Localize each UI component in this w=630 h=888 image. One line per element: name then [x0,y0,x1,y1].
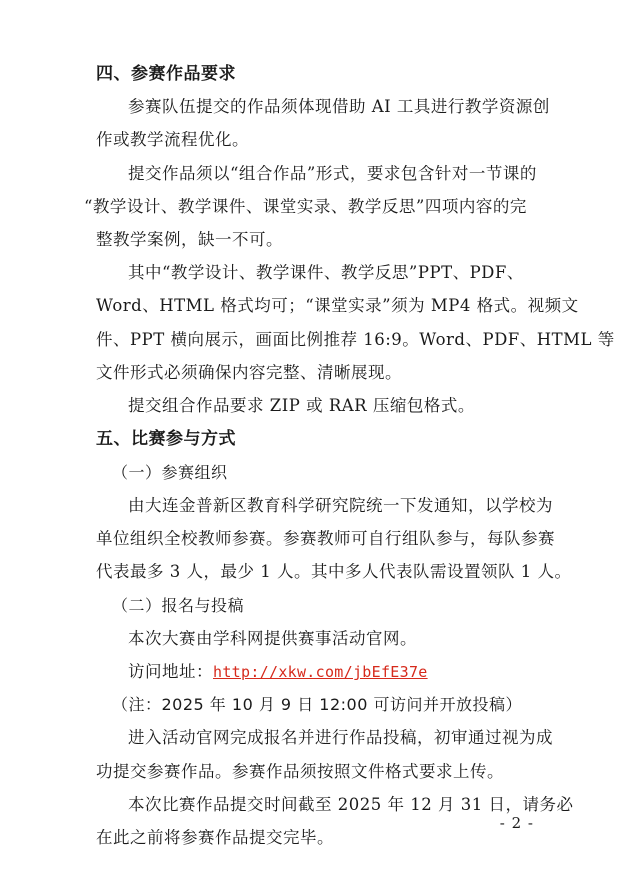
section-four-heading: 四、参赛作品要求 [96,64,236,84]
section-four-paragraph-3-line-4: 文件形式必须确保内容完整、清晰展现。 [96,363,402,382]
section-four-paragraph-1-line-1: 参赛队伍提交的作品须体现借助 AI 工具进行教学资源创 [128,97,550,116]
section-four-paragraph-1-line-2: 作或教学流程优化。 [96,130,249,149]
section-five-heading: 五、比赛参与方式 [96,429,236,449]
section-five-paragraph-4-line-1: 本次比赛作品提交时间截至 2025 年 12 月 31 日，请务必 [128,795,574,814]
visit-address-label: 访问地址： [128,662,213,681]
section-five-paragraph-1-line-3: 代表最多 3 人，最少 1 人。其中多人代表队需设置领队 1 人。 [96,562,572,581]
section-four-paragraph-2-line-3: 整教学案例，缺一不可。 [96,230,283,249]
section-four-paragraph-4-line-1: 提交组合作品要求 ZIP 或 RAR 压缩包格式。 [128,396,475,415]
page-number: - 2 - [499,814,534,832]
section-four-paragraph-2-line-1: 提交作品须以“组合作品”形式，要求包含针对一节课的 [128,164,537,183]
section-five-paragraph-3-line-2: 功提交参赛作品。参赛作品须按照文件格式要求上传。 [96,762,504,781]
section-four-paragraph-2-line-2: “教学设计、教学课件、课堂实录、教学反思”四项内容的完 [84,197,527,216]
section-five-subheading-2: （二）报名与投稿 [112,596,245,615]
section-four-paragraph-3-line-1: 其中“教学设计、教学课件、教学反思”PPT、PDF、 [128,263,524,282]
section-five-paragraph-4-line-2: 在此之前将参赛作品提交完毕。 [96,828,334,847]
section-five-subheading-1: （一）参赛组织 [112,463,228,482]
section-five-paragraph-3-line-1: 进入活动官网完成报名并进行作品投稿，初审通过视为成 [128,728,553,747]
section-four-paragraph-3-line-3: 件、PPT 横向展示，画面比例推荐 16:9。Word、PDF、HTML 等 [96,330,615,349]
section-five-paragraph-2-line-1: 本次大赛由学科网提供赛事活动官网。 [128,629,417,648]
visit-address-link[interactable]: http://xkw.com/jbEfE37e [213,663,428,681]
section-five-paragraph-1-line-2: 单位组织全校教师参赛。参赛教师可自行组队参与，每队参赛 [96,529,555,548]
access-note: （注：2025 年 10 月 9 日 12:00 可访问并开放投稿） [112,695,522,714]
visit-address-line [128,661,428,683]
section-five-paragraph-1-line-1: 由大连金普新区教育科学研究院统一下发通知，以学校为 [128,496,553,515]
section-four-paragraph-3-line-2: Word、HTML 格式均可；“课堂实录”须为 MP4 格式。视频文 [96,296,579,315]
